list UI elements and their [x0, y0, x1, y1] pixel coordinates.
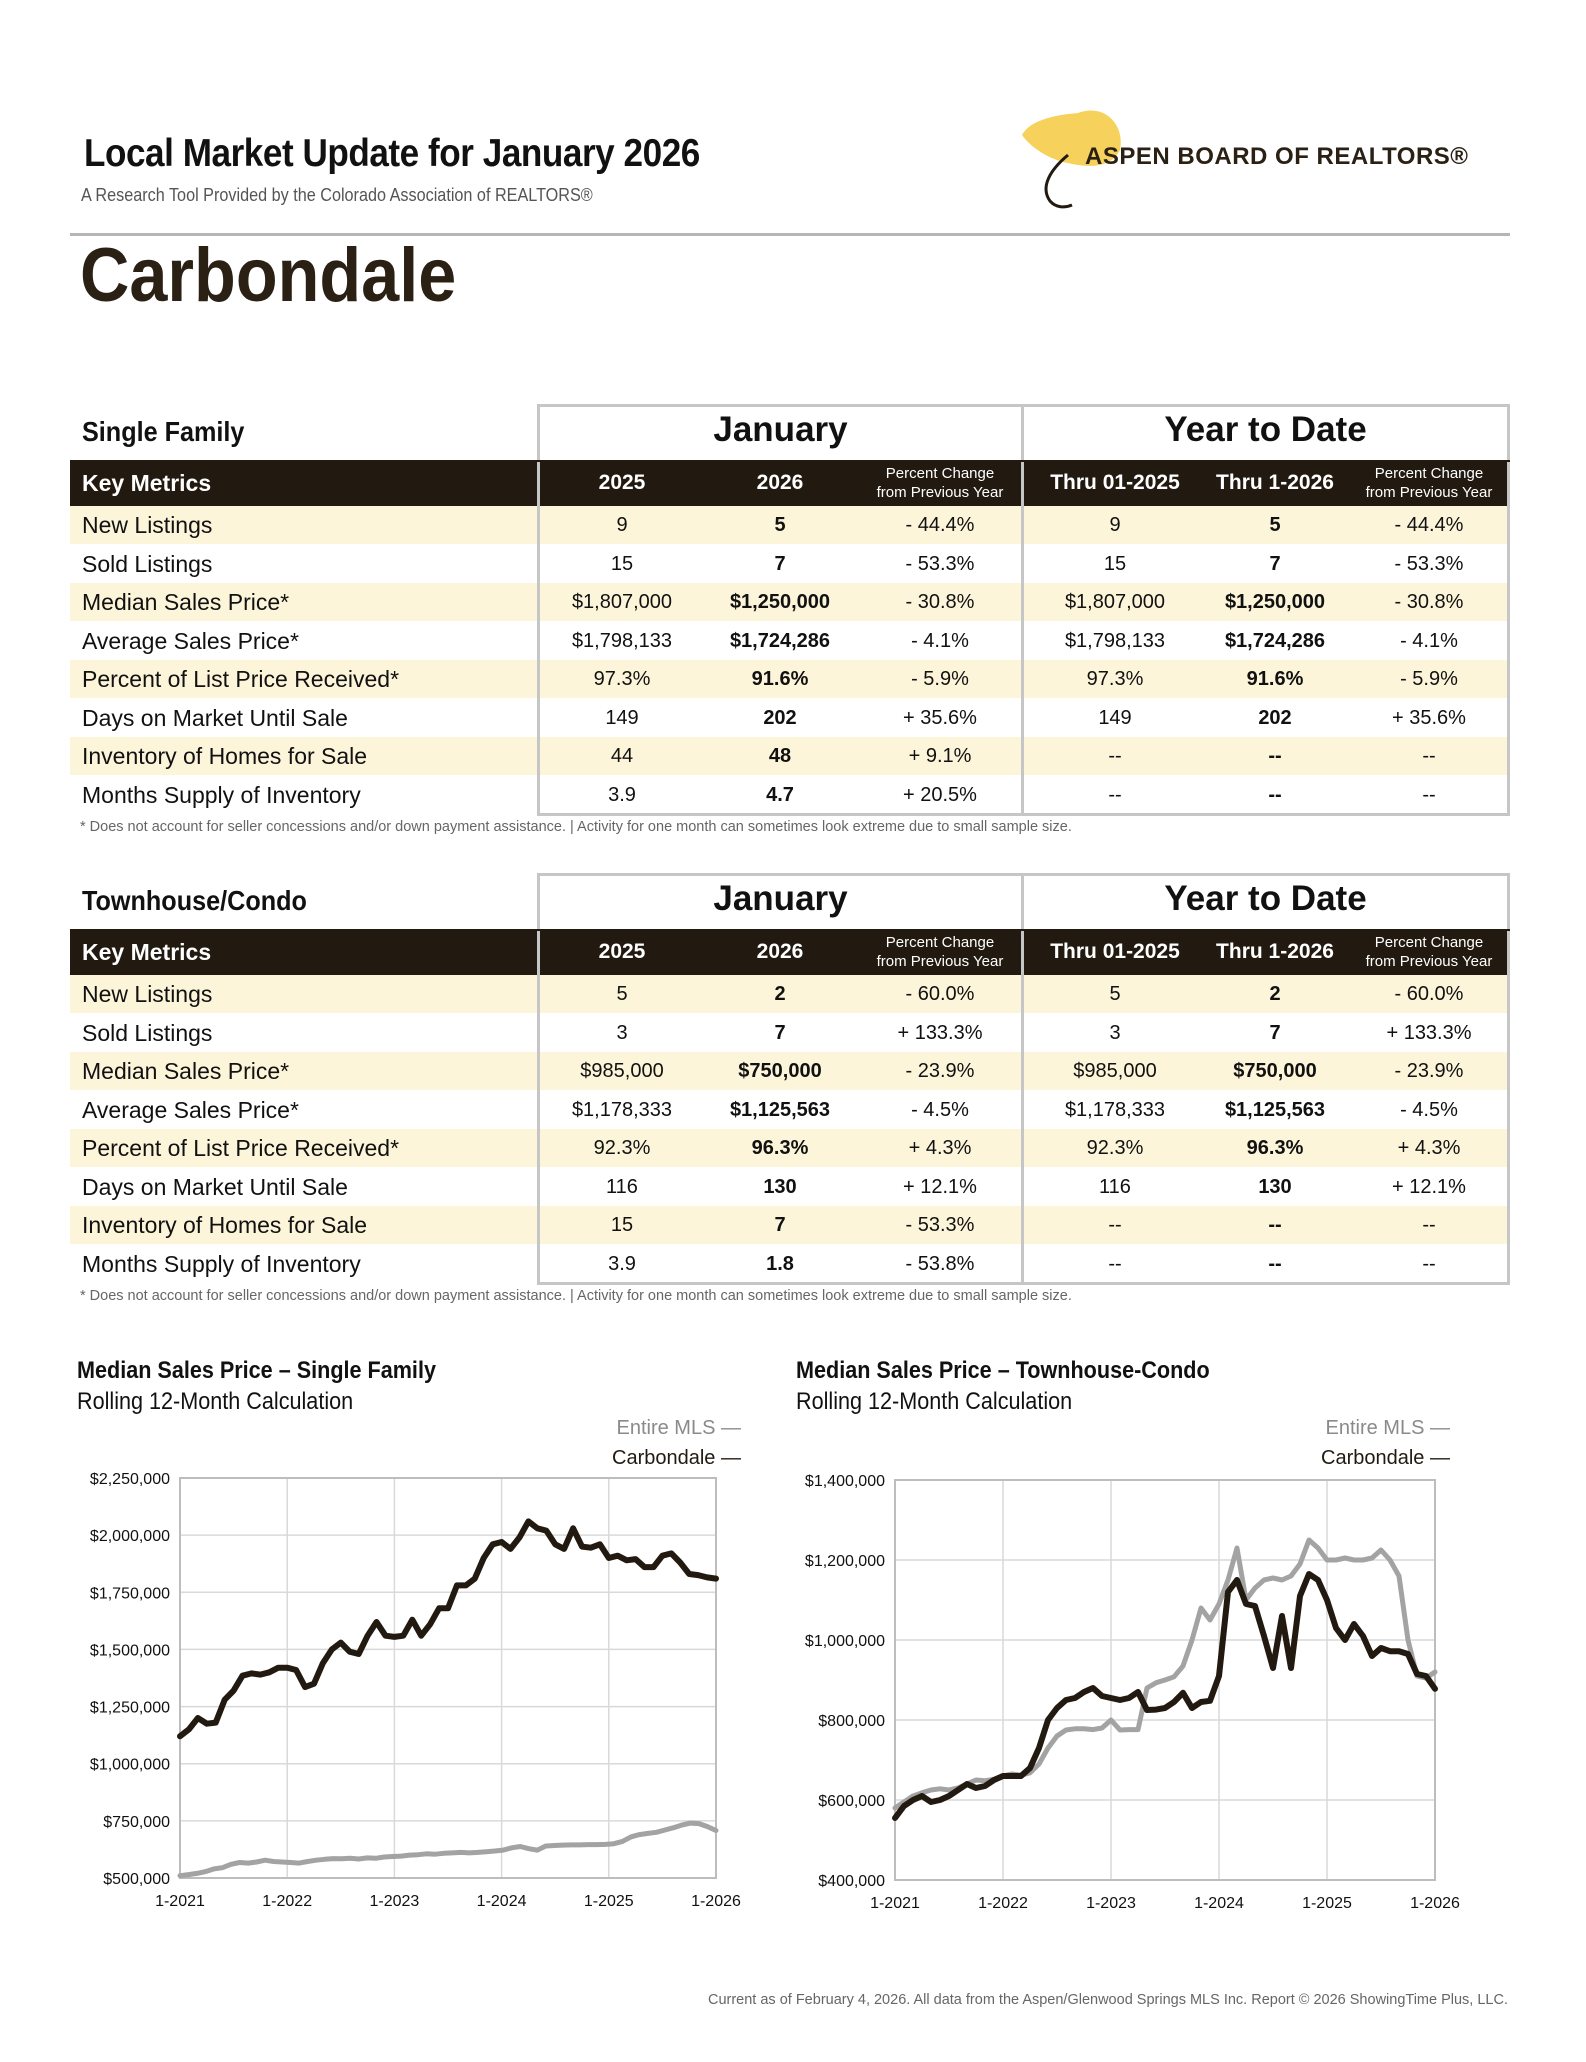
y-tick-label: $600,000 — [818, 1793, 885, 1810]
col-thru-cur: Thru 1-2026 — [1216, 940, 1334, 963]
series-line-entire-mls — [180, 1823, 716, 1876]
month-group-title: January — [713, 879, 848, 918]
metric-label: Inventory of Homes for Sale — [82, 743, 368, 769]
metric-value: - 44.4% — [1394, 514, 1464, 536]
metric-value: $1,724,286 — [729, 629, 831, 652]
metric-value: $1,250,000 — [729, 591, 831, 613]
metric-value: - 5.9% — [911, 668, 969, 690]
chart-single-family — [60, 1470, 760, 1930]
metric-value: $1,125,563 — [1224, 1098, 1326, 1121]
metric-value: $985,000 — [580, 1060, 664, 1082]
metric-value: + 12.1% — [903, 1175, 977, 1198]
metric-value: 91.6% — [1246, 668, 1304, 690]
metric-value: -- — [1108, 1214, 1122, 1236]
metric-value: -- — [1422, 783, 1436, 806]
metric-value: 4.7 — [766, 783, 794, 806]
legend-entire-mls: Entire MLS — — [1325, 1417, 1450, 1439]
metric-value: -- — [1422, 1252, 1436, 1275]
table-row — [70, 545, 1510, 583]
table-row — [70, 660, 1510, 698]
table-row — [70, 1206, 1510, 1244]
table-row — [70, 1129, 1510, 1167]
col-thru-prev: Thru 01-2025 — [1050, 940, 1180, 963]
legend-carbondale: Carbondale — — [1321, 1447, 1450, 1469]
metric-value: - 4.1% — [911, 629, 969, 652]
metric-value: 130 — [763, 1175, 797, 1198]
chart-townhouse-condo — [770, 1470, 1490, 1930]
table-row — [70, 975, 1510, 1013]
table-row — [70, 622, 1510, 660]
metric-label: Months Supply of Inventory — [82, 1250, 361, 1277]
table-row — [70, 1052, 1510, 1090]
chart-subtitle-single-family: Rolling 12-Month Calculation — [77, 1388, 354, 1415]
metric-value: 15 — [610, 552, 634, 575]
metric-value: 9 — [1109, 514, 1121, 536]
metric-value: 48 — [768, 745, 792, 767]
metric-value: -- — [1108, 745, 1122, 767]
x-tick-label: 1-2026 — [691, 1893, 741, 1910]
metric-value: 96.3% — [751, 1137, 809, 1159]
metric-value: -- — [1268, 1214, 1282, 1236]
table-bottom-border — [537, 813, 1510, 816]
x-tick-label: 1-2022 — [262, 1893, 313, 1910]
metric-value: 7 — [774, 1021, 786, 1044]
metric-value: 149 — [605, 706, 639, 729]
metric-value: $750,000 — [738, 1060, 822, 1082]
logo-text: ASPEN BOARD OF REALTORS® — [1085, 143, 1469, 170]
x-tick-label: 1-2021 — [155, 1893, 205, 1910]
metric-value: 202 — [763, 706, 797, 729]
y-tick-label: $2,000,000 — [89, 1528, 170, 1546]
metric-value: -- — [1108, 1252, 1122, 1275]
col-2026: 2026 — [756, 940, 804, 963]
metric-value: -- — [1422, 1214, 1436, 1236]
metric-label: New Listings — [82, 981, 213, 1007]
x-tick-label: 1-2024 — [476, 1893, 527, 1910]
chart-subtitle-townhouse: Rolling 12-Month Calculation — [796, 1388, 1073, 1415]
table-row — [70, 737, 1510, 775]
metric-label: Median Sales Price* — [82, 1058, 290, 1084]
metric-value: $1,125,563 — [729, 1098, 831, 1121]
x-tick-label: 1-2026 — [1410, 1895, 1460, 1912]
metric-value: 202 — [1258, 706, 1292, 729]
column-divider — [1507, 931, 1510, 1283]
metric-value: 5 — [1269, 514, 1281, 536]
metric-value: 7 — [1269, 552, 1281, 575]
metric-label: Days on Market Until Sale — [82, 1173, 348, 1200]
metric-value: 97.3% — [593, 668, 651, 690]
metric-value: 3.9 — [608, 783, 636, 806]
metric-value: 96.3% — [1246, 1137, 1304, 1159]
chart-title-townhouse: Median Sales Price – Townhouse-Condo — [796, 1357, 1210, 1384]
column-divider — [1507, 462, 1510, 814]
series-line-carbondale — [180, 1521, 716, 1736]
col-ytd-pct-change: Percent Change from Previous Year — [1365, 465, 1493, 501]
metric-value: - 30.8% — [905, 591, 975, 613]
column-divider — [537, 462, 540, 814]
table-row — [70, 583, 1510, 621]
metric-value: 5 — [616, 983, 628, 1005]
metric-value: 1.8 — [766, 1252, 794, 1275]
metric-value: $1,178,333 — [571, 1098, 673, 1121]
legend-carbondale: Carbondale — — [612, 1447, 741, 1469]
y-tick-label: $1,400,000 — [804, 1473, 885, 1490]
plot-frame — [180, 1478, 716, 1878]
table-row — [70, 776, 1510, 814]
table-bottom-border — [537, 1282, 1510, 1285]
series-line-entire-mls — [895, 1540, 1435, 1808]
metric-label: Median Sales Price* — [82, 589, 290, 615]
table-header-row — [70, 929, 1510, 975]
metric-value: - 30.8% — [1394, 591, 1464, 613]
single-family-table — [70, 404, 1510, 809]
y-tick-label: $400,000 — [818, 1873, 885, 1890]
report-title: Local Market Update for January 2026 — [84, 132, 700, 175]
x-tick-label: 1-2021 — [870, 1895, 920, 1912]
y-tick-label: $1,000,000 — [804, 1633, 885, 1650]
metric-value: - 5.9% — [1400, 668, 1458, 690]
col-2025: 2025 — [598, 471, 646, 494]
metric-label: Sold Listings — [82, 550, 213, 577]
metric-value: $1,807,000 — [571, 591, 673, 613]
y-tick-label: $2,250,000 — [89, 1471, 170, 1488]
y-tick-label: $1,250,000 — [89, 1699, 170, 1717]
metric-value: + 4.3% — [908, 1137, 972, 1159]
column-divider — [537, 931, 540, 1283]
metric-value: 3 — [616, 1021, 628, 1044]
metric-value: 44 — [610, 745, 634, 767]
col-2026: 2026 — [756, 471, 804, 494]
chart-title-single-family: Median Sales Price – Single Family — [77, 1357, 436, 1384]
col-thru-prev: Thru 01-2025 — [1050, 471, 1180, 494]
table-row — [70, 699, 1510, 737]
metric-label: Average Sales Price* — [82, 627, 299, 654]
ytd-group-title: Year to Date — [1164, 410, 1367, 449]
metric-value: + 35.6% — [903, 706, 977, 729]
table-header-row — [70, 460, 1510, 506]
metric-value: 7 — [1269, 1021, 1281, 1044]
footnote: * Does not account for seller concessions and/or down payment assistance. | Activity for one month can sometimes look extreme due to small sample size. — [80, 1288, 1072, 1304]
y-tick-label: $1,000,000 — [89, 1756, 170, 1774]
metric-value: -- — [1268, 745, 1282, 767]
table-row — [70, 506, 1510, 544]
key-metrics-header: Key Metrics — [82, 939, 212, 965]
col-pct-change: Percent Change from Previous Year — [876, 934, 1004, 970]
metric-value: 116 — [606, 1175, 638, 1198]
table-row — [70, 1014, 1510, 1052]
metric-value: $1,798,133 — [571, 629, 673, 652]
metric-value: - 53.8% — [905, 1252, 975, 1275]
metric-value: - 4.1% — [1400, 629, 1458, 652]
metric-label: New Listings — [82, 512, 213, 538]
metric-value: $985,000 — [1073, 1060, 1157, 1082]
col-thru-cur: Thru 1-2026 — [1216, 471, 1334, 494]
metric-label: Percent of List Price Received* — [82, 666, 400, 692]
x-tick-label: 1-2023 — [1086, 1895, 1136, 1912]
metric-value: 2 — [774, 983, 786, 1005]
metric-value: -- — [1268, 783, 1282, 806]
metric-value: 9 — [616, 514, 628, 536]
y-tick-label: $1,500,000 — [89, 1642, 170, 1660]
metric-value: 7 — [774, 1214, 786, 1236]
metric-value: + 20.5% — [903, 783, 977, 806]
table-row — [70, 1168, 1510, 1206]
metric-value: + 35.6% — [1392, 706, 1466, 729]
metric-value: - 53.3% — [905, 1214, 975, 1236]
x-tick-label: 1-2024 — [1194, 1895, 1244, 1912]
x-tick-label: 1-2025 — [1302, 1895, 1352, 1912]
col-ytd-pct-change: Percent Change from Previous Year — [1365, 934, 1493, 970]
metric-value: 3 — [1109, 1021, 1121, 1044]
metric-value: - 23.9% — [905, 1060, 975, 1082]
metric-value: 92.3% — [593, 1137, 651, 1159]
y-tick-label: $800,000 — [818, 1713, 885, 1730]
metric-value: 130 — [1258, 1175, 1292, 1198]
metric-value: 15 — [1103, 552, 1127, 575]
metric-label: Months Supply of Inventory — [82, 781, 361, 808]
metric-value: -- — [1422, 745, 1436, 767]
y-tick-label: $1,200,000 — [804, 1553, 885, 1570]
metric-value: $1,178,333 — [1064, 1098, 1166, 1121]
x-tick-label: 1-2023 — [369, 1893, 420, 1910]
metric-value: 5 — [1109, 983, 1121, 1005]
metric-value: - 4.5% — [911, 1098, 969, 1121]
metric-label: Percent of List Price Received* — [82, 1135, 400, 1161]
metric-value: $1,724,286 — [1224, 629, 1326, 652]
metric-label: Sold Listings — [82, 1019, 213, 1046]
footnote: * Does not account for seller concessions and/or down payment assistance. | Activity for one month can sometimes look extreme due to small sample size. — [80, 819, 1072, 835]
metric-value: 97.3% — [1086, 668, 1144, 690]
column-divider — [1021, 462, 1024, 814]
section-title: Single Family — [82, 416, 245, 447]
y-tick-label: $1,750,000 — [89, 1585, 170, 1603]
metric-value: - 60.0% — [1394, 983, 1464, 1005]
metric-value: 3.9 — [608, 1252, 636, 1275]
column-divider — [1021, 931, 1024, 1283]
metric-value: 15 — [610, 1214, 634, 1236]
metric-value: + 133.3% — [897, 1021, 983, 1044]
ytd-group-title: Year to Date — [1164, 879, 1367, 918]
metric-value: + 4.3% — [1397, 1137, 1461, 1159]
metric-value: 149 — [1098, 706, 1132, 729]
section-title: Townhouse/Condo — [82, 885, 307, 916]
metric-value: 91.6% — [751, 668, 809, 690]
metric-value: $1,807,000 — [1064, 591, 1166, 613]
metric-value: + 9.1% — [908, 745, 972, 767]
y-tick-label: $500,000 — [103, 1871, 170, 1888]
report-subtitle: A Research Tool Provided by the Colorado Association of REALTORS® — [81, 185, 593, 205]
metric-value: 5 — [774, 514, 786, 536]
metric-value: -- — [1268, 1252, 1282, 1275]
metric-label: Inventory of Homes for Sale — [82, 1212, 368, 1238]
metric-value: + 133.3% — [1386, 1021, 1472, 1044]
x-tick-label: 1-2022 — [978, 1895, 1028, 1912]
metric-value: - 4.5% — [1400, 1098, 1458, 1121]
metric-value: 2 — [1269, 983, 1281, 1005]
footer-note: Current as of February 4, 2026. All data from the Aspen/Glenwood Springs MLS Inc. Report © 2026 ShowingTime Plus, LLC. — [707, 1992, 1508, 2008]
metric-value: + 12.1% — [1392, 1175, 1466, 1198]
metric-value: 116 — [1099, 1175, 1131, 1198]
townhouse-condo-table — [70, 873, 1510, 1278]
metric-value: - 23.9% — [1394, 1060, 1464, 1082]
x-tick-label: 1-2025 — [583, 1893, 634, 1910]
table-row — [70, 1091, 1510, 1129]
legend-entire-mls: Entire MLS — — [616, 1417, 741, 1439]
metric-value: -- — [1108, 783, 1122, 806]
metric-value: - 53.3% — [1394, 552, 1464, 575]
metric-value: $1,250,000 — [1224, 591, 1326, 613]
metric-value: $1,798,133 — [1064, 629, 1166, 652]
y-tick-label: $750,000 — [103, 1813, 170, 1831]
city-name: Carbondale — [80, 233, 457, 318]
col-2025: 2025 — [598, 940, 646, 963]
metric-label: Average Sales Price* — [82, 1096, 299, 1123]
metric-value: - 53.3% — [905, 552, 975, 575]
key-metrics-header: Key Metrics — [82, 470, 212, 496]
metric-value: 92.3% — [1086, 1137, 1144, 1159]
table-row — [70, 1245, 1510, 1283]
col-pct-change: Percent Change from Previous Year — [876, 465, 1004, 501]
metric-value: - 44.4% — [905, 514, 975, 536]
metric-value: 7 — [774, 552, 786, 575]
metric-value: - 60.0% — [905, 983, 975, 1005]
metric-value: $750,000 — [1233, 1060, 1317, 1082]
metric-label: Days on Market Until Sale — [82, 704, 348, 731]
month-group-title: January — [713, 410, 848, 449]
